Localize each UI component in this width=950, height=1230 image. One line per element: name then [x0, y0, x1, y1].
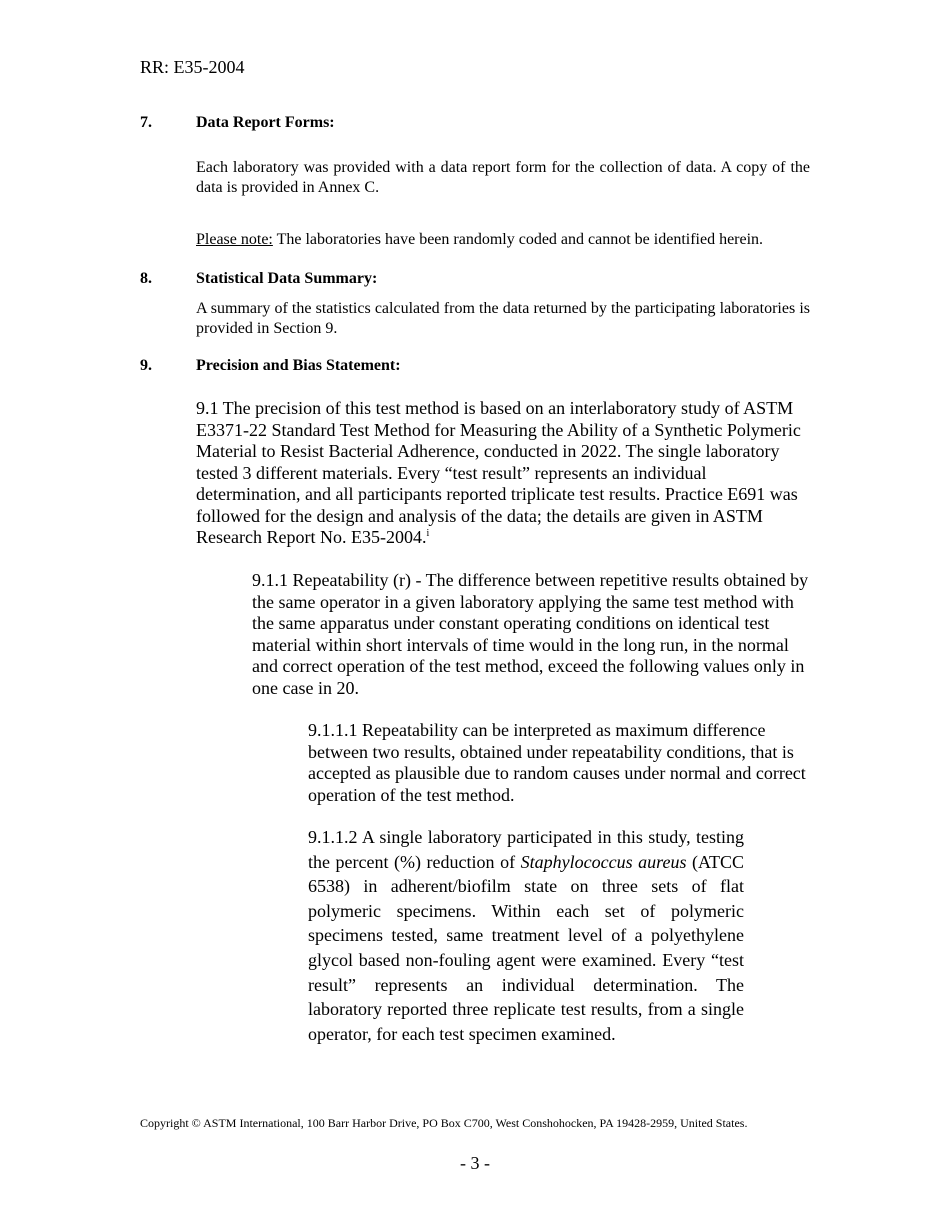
section-9-title: Precision and Bias Statement:	[196, 357, 401, 374]
organism-name: Staphylococcus aureus	[520, 851, 687, 872]
page-number: - 3 -	[460, 1153, 490, 1173]
section-8-title: Statistical Data Summary:	[196, 270, 378, 287]
section-7-title: Data Report Forms:	[196, 114, 335, 131]
paragraph-9-1-1-2-part2: (ATCC 6538) in adherent/biofilm state on three sets of flat polymeric specimens. Within each set of polymeric specimens tested, same treatment level of a polyethylene glycol based non-fouling agent were examined. Every “test result” represents an individual determination. The laboratory reported three replicate test results, from a single operator, for each test specimen examined.	[308, 851, 744, 1044]
section-9-heading	[140, 357, 401, 375]
document-id-header: RR: E35-2004	[140, 57, 245, 77]
paragraph-9-1-1-2-part1: 9.1.1.2 A single laboratory participated in this study, testing the percent (%) reduction of	[308, 827, 744, 872]
paragraph-9-1-text: 9.1 The precision of this test method is based on an interlaboratory study of ASTM E3371-22 Standard Test Method for Measuring the Ability of a Synthetic Polymeric Material to Resist Bacterial Adherence, conducted in 2022. The single laboratory tested 3 different materials. Every “test result” represents an individual determination, and all participants reported triplicate test results. Practice E691 was followed for the design and analysis of the data; the details are given in ASTM Research Report No. E35-2004.	[196, 398, 801, 547]
section-8-paragraph: A summary of the statistics calculated from the data returned by the participating laboratories is provided in Section 9.	[196, 300, 810, 337]
copyright-footer: Copyright © ASTM International, 100 Barr Harbor Drive, PO Box C700, West Conshohocken, PA 19428-2959, United States.	[140, 1116, 748, 1130]
footnote-marker: i	[426, 528, 430, 539]
note-text: The laboratories have been randomly coded and cannot be identified herein.	[272, 231, 764, 248]
section-8-heading	[140, 270, 377, 288]
section-7-number: 7.	[140, 114, 152, 131]
paragraph-9-1-1-2	[308, 825, 744, 1046]
section-8-number: 8.	[140, 270, 152, 287]
paragraph-9-1-1: 9.1.1 Repeatability (r) - The difference between repetitive results obtained by the same operator in a given laboratory applying the same test method with the same apparatus under constant operating conditions on identical test material within short intervals of time would in the long run, in the normal and correct operation of the test method, exceed the following values only in one case in 20.	[252, 570, 809, 698]
paragraph-9-1-1-1: 9.1.1.1 Repeatability can be interpreted as maximum difference between two results, obtained under repeatability conditions, that is accepted as plausible due to random causes under normal and correct operation of the test method.	[308, 720, 806, 805]
section-9-number: 9.	[140, 357, 152, 374]
note-label: Please note:	[196, 231, 273, 248]
section-7-paragraph: Each laboratory was provided with a data report form for the collection of data. A copy of the data is provided in Annex C.	[196, 159, 810, 196]
paragraph-9-1	[196, 398, 810, 549]
section-7-heading	[140, 114, 335, 132]
section-7-note	[196, 230, 836, 250]
